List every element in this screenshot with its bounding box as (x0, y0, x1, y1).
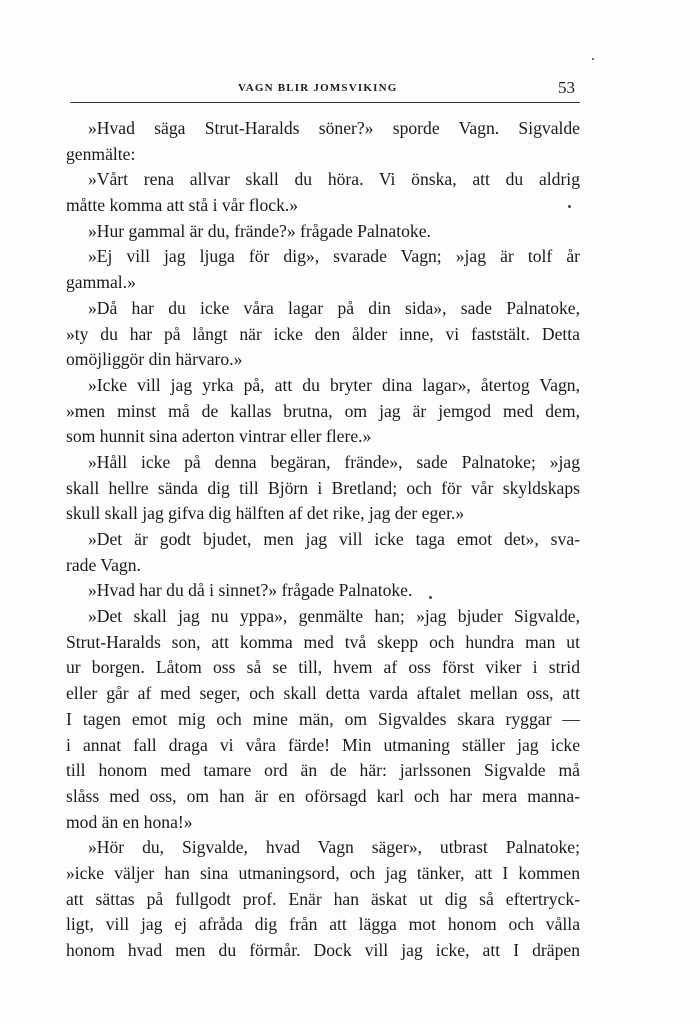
text-line: genmälte: (66, 143, 136, 164)
text-line: »men minst må de kallas brutna, om jag är jemgod med dem, (66, 400, 580, 421)
text-line: I tagen emot mig och mine män, om Sigvaldes skara ryggar — (66, 708, 580, 729)
text-line: rade Vagn. (66, 554, 141, 575)
text-line: slåss med oss, om han är en oförsagd karl och har mera manna- (66, 785, 580, 806)
text-line: »ty du har på långt när icke den ålder inne, vi faststält. Detta (66, 323, 580, 344)
body-text (66, 116, 580, 964)
ink-speck (429, 596, 432, 599)
text-line: som hunnit sina aderton vintrar eller flere.» (66, 426, 372, 447)
text-line: »icke väljer han sina utmaningsord, och jag tänker, att I kommen (66, 862, 580, 883)
text-line: honom hvad men du förmår. Dock vill jag icke, att I dräpen (66, 940, 580, 960)
text-line: till honom med tamare ord än de här: jarlssonen Sigvalde må (66, 760, 580, 781)
text-line: måtte komma att stå i vår flock.» (66, 195, 299, 216)
text-line: »Det är godt bjudet, men jag vill icke taga emot det», sva- (88, 529, 580, 549)
text-line: eller går af med seger, och skall detta varda aftalet mellan oss, att (66, 683, 580, 704)
text-line: mod än en hona!» (66, 811, 193, 832)
text-line: gammal.» (66, 272, 136, 293)
text-line: att sättas på fullgodt prof. Enär han äskat ut dig så eftertryck- (66, 888, 580, 909)
running-head: VAGN BLIR JOMSVIKING (238, 82, 398, 94)
text-line: Strut-Haralds son, att komma med två skepp och hundra man ut (66, 631, 580, 652)
text-line: »Icke vill jag yrka på, att du bryter dina lagar», återtog Vagn, (88, 374, 580, 395)
text-line: skall hellre sända dig till Björn i Bretland; och för vår skyldskaps (66, 477, 580, 498)
text-line: »Håll icke på denna begäran, frände», sade Palnatoke; »jag (88, 451, 580, 472)
text-line: »Det skall jag nu yppa», genmälte han; »jag bjuder Sigvalde, (88, 606, 580, 627)
text-line: »Ej vill jag ljuga för dig», svarade Vagn; »jag är tolf år (88, 246, 580, 267)
ink-speck (568, 205, 571, 208)
text-line: ur borgen. Låtom oss så se till, hvem af oss först viker i strid (66, 657, 580, 678)
text-line: »Hör du, Sigvalde, hvad Vagn säger», utbrast Palnatoke; (88, 837, 580, 858)
text-line: »Hvad säga Strut-Haralds söner?» sporde Vagn. Sigvalde (88, 118, 580, 138)
text-line: skull skall jag gifva dig hälften af det rike, jag der eger.» (66, 503, 465, 524)
header-rule (70, 102, 580, 103)
text-line: i annat fall draga vi våra färde! Min utmaning ställer jag icke (66, 734, 580, 755)
text-line: »Hur gammal är du, frände?» frågade Palnatoke. (88, 220, 431, 241)
text-line: »Då har du icke våra lagar på din sida», sade Palnatoke, (88, 297, 580, 318)
ink-speck (592, 58, 594, 60)
page-number: 53 (558, 78, 575, 97)
text-line: »Hvad har du då i sinnet?» frågade Palnatoke. (88, 580, 413, 601)
text-line: »Vårt rena allvar skall du höra. Vi önska, att du aldrig (88, 169, 580, 190)
text-line: ligt, vill jag ej afråda dig från att lägga mot honom och vålla (66, 914, 580, 935)
text-line: omöjliggör din härvaro.» (66, 349, 243, 370)
